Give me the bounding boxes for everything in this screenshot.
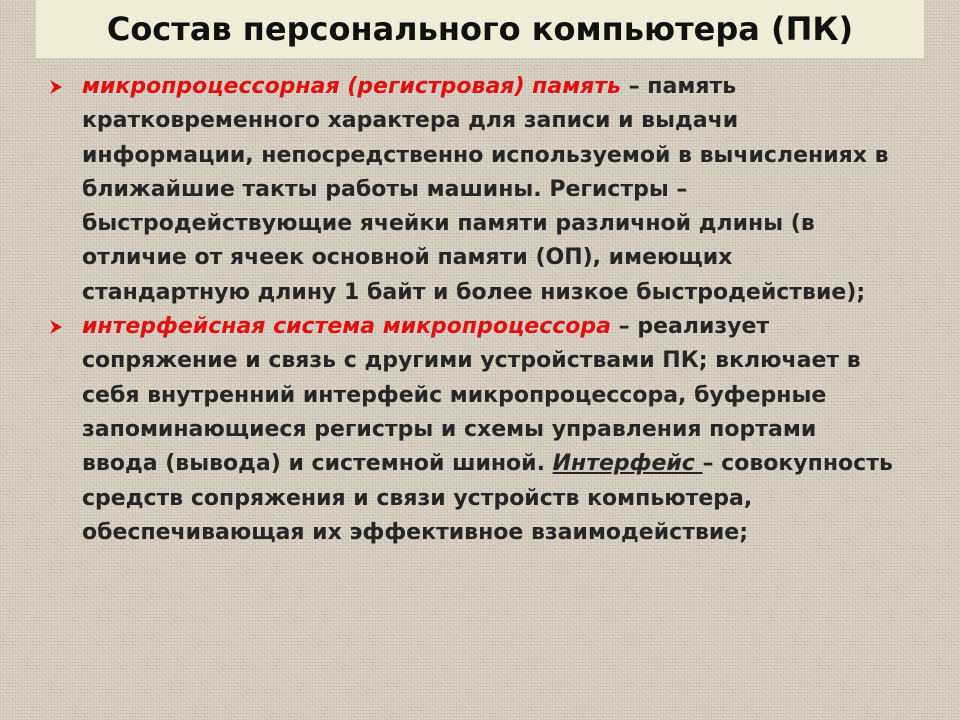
bullet-text-definition: – совокупность средств сопряжения и связи устройств компьютера, обеспечивающая их эффективное взаимодействие; xyxy=(82,451,893,545)
bullet-term: микропроцессорная (регистровая) память xyxy=(82,74,621,99)
bullet-term: интерфейсная система микропроцессора xyxy=(82,314,611,340)
bullet-text: – память кратковременного характера для записи и выдачи информации, непосредственно используемой в вычислениях в ближайшие такты работы машины. Регистры – быстродействующие ячейки памяти различной длины (в отличие от ячеек основной памяти (ОП), имеющих стандартную длину 1 байт и более низкое быстродействие); xyxy=(82,74,889,305)
bullet-text: – реализует сопряжение и связь с другими устройствами ПК; включает в себя внутренний интерфейс микропроцессора, буферные запоминающиеся регистры и схемы управления портами ввода (вывода) и системной шиной. xyxy=(82,314,861,477)
chevron-arrow-icon xyxy=(48,319,64,335)
bullet-term-interface: Интерфейс xyxy=(552,451,703,477)
chevron-arrow-icon xyxy=(48,79,64,95)
slide-body xyxy=(46,70,896,550)
bullet-item-register-memory xyxy=(46,70,896,310)
bullet-item-interface-system xyxy=(46,310,896,550)
title-bar xyxy=(36,0,924,58)
slide-title: Состав персонального компьютера (ПК) xyxy=(106,10,854,48)
